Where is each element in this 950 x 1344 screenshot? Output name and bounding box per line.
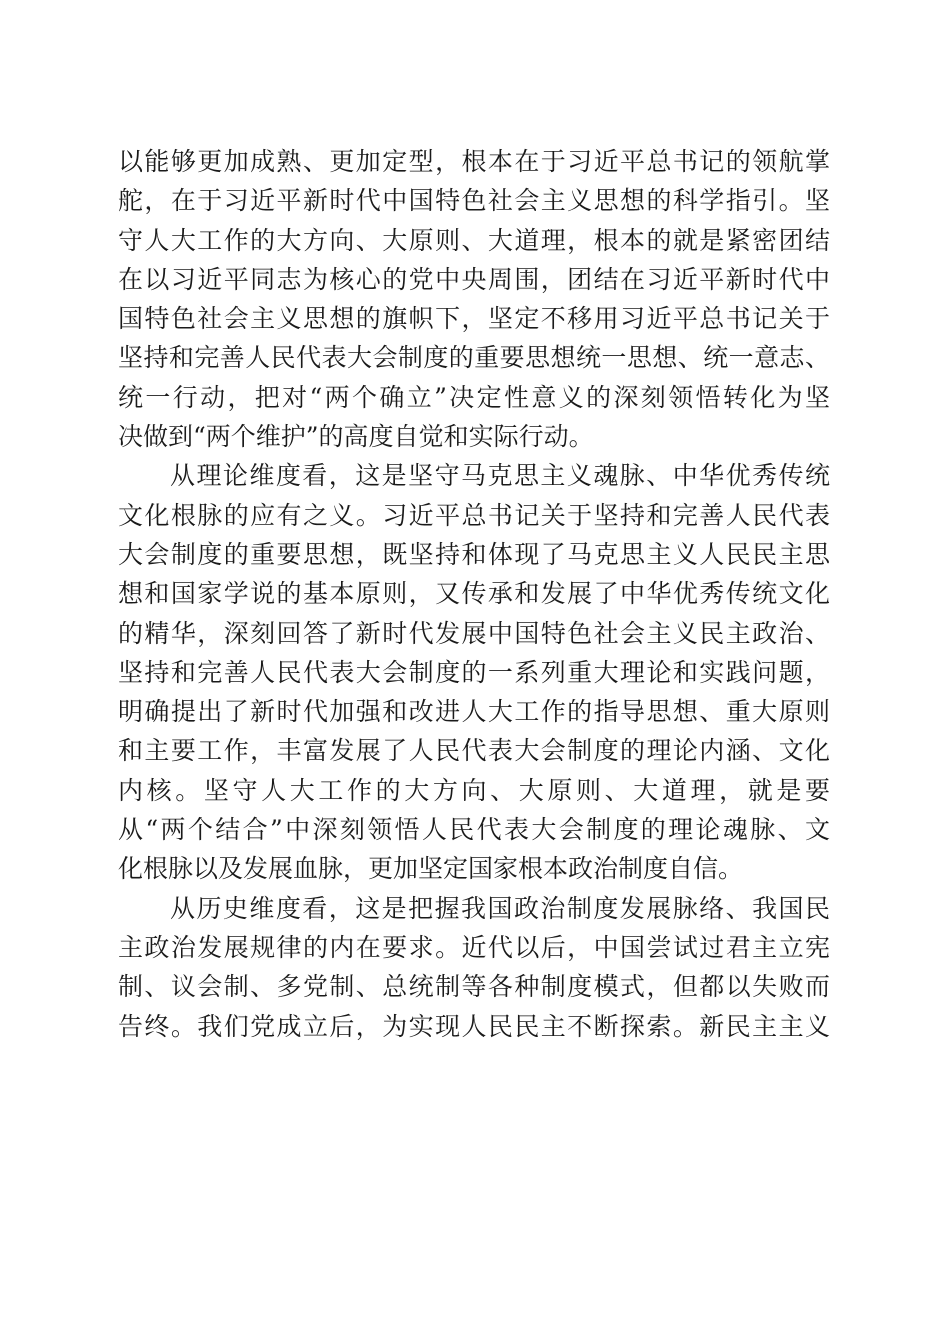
paragraph-2-line: 和主要工作，丰富发展了人民代表大会制度的理论内涵、文化 [118,736,830,766]
paragraph-2-line: 坚持和完善人民代表大会制度的一系列重大理论和实践问题， [118,657,830,687]
paragraph-1-line: 在以习近平同志为核心的党中央周围，团结在习近平新时代中 [118,264,830,294]
paragraph-2-line: 内核。坚守人大工作的大方向、大原则、大道理，就是要 [118,775,830,805]
paragraph-1-line: 舵，在于习近平新时代中国特色社会主义思想的科学指引。坚 [118,186,830,216]
paragraph-2-line: 从理论维度看，这是坚守马克思主义魂脉、中华优秀传统 [170,461,830,491]
paragraph-3-line: 制、议会制、多党制、总统制等各种制度模式，但都以失败而 [118,972,830,1002]
paragraph-1-line: 国特色社会主义思想的旗帜下，坚定不移用习近平总书记关于 [118,304,830,334]
paragraph-2-line: 从“两个结合”中深刻领悟人民代表大会制度的理论魂脉、文 [118,815,830,845]
paragraph-2-line: 文化根脉的应有之义。习近平总书记关于坚持和完善人民代表 [118,500,830,530]
paragraph-2-line: 大会制度的重要思想，既坚持和体现了马克思主义人民民主思 [118,539,830,569]
paragraph-1-line: 决做到“两个维护”的高度自觉和实际行动。 [118,422,594,452]
paragraph-1-line: 以能够更加成熟、更加定型，根本在于习近平总书记的领航掌 [118,147,830,176]
body-text [118,142,830,1046]
paragraph-2-line: 的精华，深刻回答了新时代发展中国特色社会主义民主政治、 [118,618,830,648]
paragraph-3-line: 从历史维度看，这是把握我国政治制度发展脉络、我国民 [170,893,830,923]
paragraph-1-line: 守人大工作的大方向、大原则、大道理，根本的就是紧密团结 [118,225,830,255]
paragraph-1-line: 坚持和完善人民代表大会制度的重要思想统一思想、统一意志、 [118,343,830,373]
paragraph-1-line: 统一行动，把对“两个确立”决定性意义的深刻领悟转化为坚 [118,382,830,412]
paragraph-3-line: 主政治发展规律的内在要求。近代以后，中国尝试过君主立宪 [118,932,830,962]
paragraph-2-line: 明确提出了新时代加强和改进人大工作的指导思想、重大原则 [118,697,830,727]
paragraph-2-line: 想和国家学说的基本原则，又传承和发展了中华优秀传统文化 [118,579,830,609]
paragraph-3-line: 告终。我们党成立后，为实现人民民主不断探索。新民主主义 [118,1011,830,1041]
paragraph-2-line: 化根脉以及发展血脉，更加坚定国家根本政治制度自信。 [118,854,744,884]
